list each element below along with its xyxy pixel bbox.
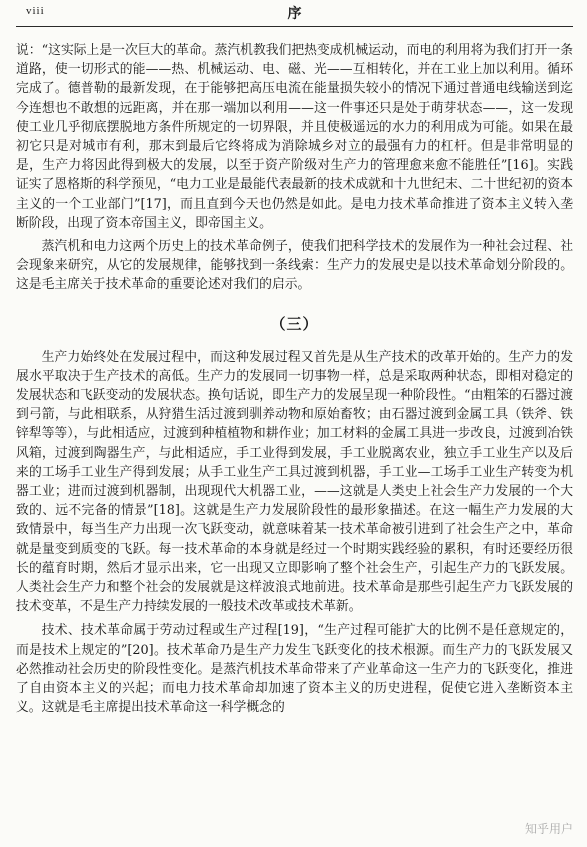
paragraph-productivity: 生产力始终处在发展过程中，而这种发展过程又首先是从生产技术的改革开始的。生产力的发展水平取决于生产技术的高低。生产力的发展同一切事物一样，总是采取两种状态，即相对稳定的发展状态和飞跃变动的发展状态。换句话说，即生产力的发展呈现一种阶段性。“由粗笨的石器过渡到弓箭，与此相联系，从狩猎生活过渡到驯养动物和原始畜牧；由石器过渡到金属工具（铁斧、铁锌犁等等），与此相适应，过渡到种植植物和耕作业；加工材料的金属工具进一步改良，过渡到冶铁风箱，过渡到陶器生产，与此相适应，手工业得到发展，手工业脱离农业，独立手工业生产以及后来的工场手工业生产得到发展；从手工业生产工具过渡到机器，手工业—工场手工业生产转变为机器工业；进而过渡到机器制，出现现代大机器工业，——这就是人类史上社会生产力发展的一个大致的、远不完备的情景”[18]。这就是生产力发展阶段性的最形象描述。在这一幅生产力发展的大致情景中，每当生产力出现一次飞跃变动，就意味着某一技术革命被引进到了社会生产之中，革命就是量变到质变的飞跃。每一技术革命的本身就是经过一个时期实践经验的累积，有时还要经历很长的蕴育时期，然后才显示出来，它一出现又立即影响了整个社会生产，引起生产力的飞跃发展。人类社会生产力和整个社会的发展就是这样波浪式地前进。技术革命是那些引起生产力飞跃发展的技术变革，不是生产力持续发展的一般技术改革或技术革新。 xyxy=(16,349,573,615)
page-header xyxy=(16,0,573,27)
paragraph-summary: 蒸汽机和电力这两个历史上的技术革命例子，使我们把科学技术的发展作为一种社会过程、社会现象来研究，从它的发展规律，能够找到一条线索：生产力的发展史是以技术革命划分阶段的。这是毛主席关于技术革命的重要论述对我们的启示。 xyxy=(16,239,573,293)
page-number: viii xyxy=(26,5,45,17)
section-heading: （三） xyxy=(270,314,319,333)
paragraph-quote-continuation: 说：“这实际上是一次巨大的革命。蒸汽机教我们把热变成机械运动，而电的利用将为我们打开一条道路，使一切形式的能——热、机械运动、电、磁、光——互相转化，并在工业上加以利用。循环完成了。德普勒的最新发现，在于能够把高压电流在能量损失较小的情况下通过普通电线输送到迄今连想也不敢想的远距离，并在那一端加以利用——这一件事还只是处于萌芽状态——，这一发现使工业几乎彻底摆脱地方条件所规定的一切界限，并且使极遥远的水力的利用成为可能。如果在最初它只是对城市有利，那末到最后它终将成为消除城乡对立的最强有力的杠杆。但是非常明显的是，生产力将因此得到极大的发展，以至于资产阶级对生产力的管理愈来愈不能胜任”[16]。实践证实了恩格斯的科学预见，“电力工业是最能代表最新的技术成就和十九世纪末、二十世纪初的资本主义的一个工业部门”[17]，而且直到今天也仍然是如此。是电力技术革命推进了资本主义转入垄断阶段，出现了资本帝国主义，即帝国主义。 xyxy=(16,43,573,231)
running-title: 序 xyxy=(287,6,302,22)
paragraph-technical-revolution: 技术、技术革命属于劳动过程或生产过程[19]，“生产过程可能扩大的比例不是任意规定的，而是技术上规定的”[20]。技术革命乃是生产力发生飞跃变化的技术根源。而生产力的飞跃发展又必然推动社会历史的阶段性变化。是蒸汽机技术革命带来了产业革命这一生产力的飞跃变化，推进了自由资本主义的兴起；而电力技术革命却加速了资本主义的历史进程，促使它进入垄断资本主义。这就是毛主席提出技术革命这一科学概念的 xyxy=(16,623,573,716)
watermark: 知乎用户 xyxy=(524,822,573,836)
